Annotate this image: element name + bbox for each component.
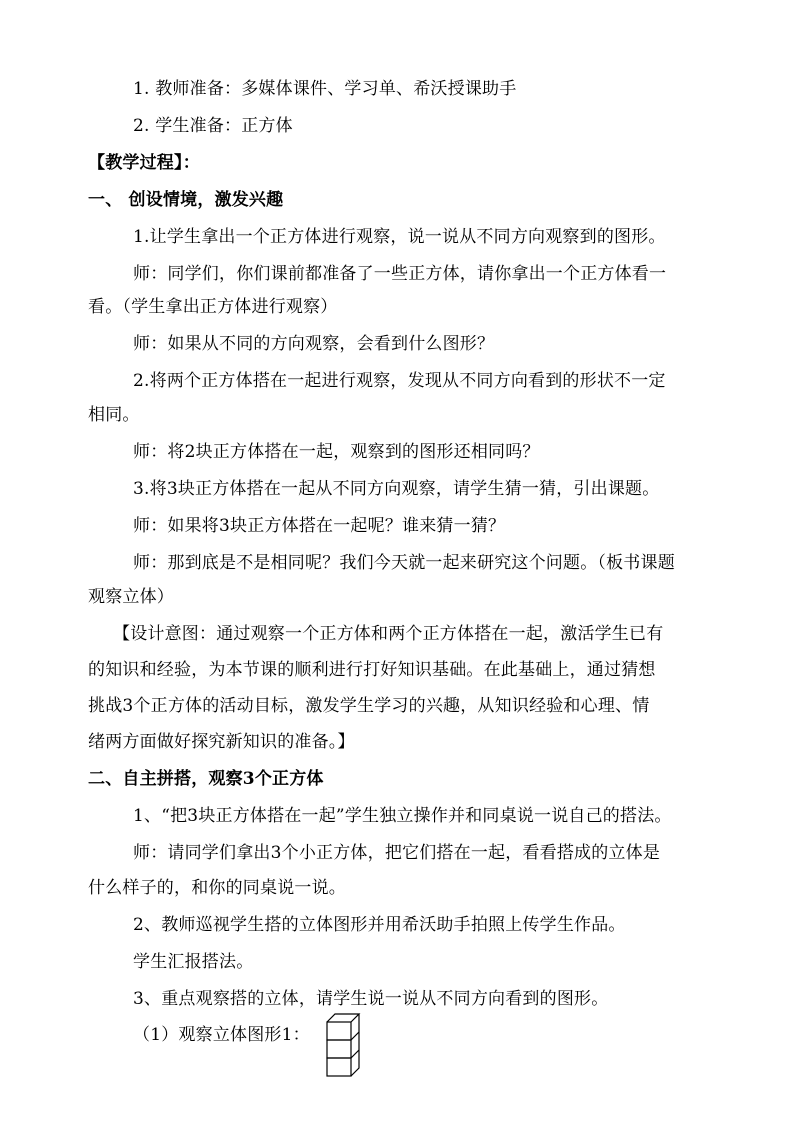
- figure-caption: （1）观察立体图形1：: [133, 1025, 310, 1045]
- paragraph-line: 2、教师巡视学生搭的立体图形并用希沃助手拍照上传学生作品。: [133, 915, 626, 935]
- paragraph-line: 师：请同学们拿出3个小正方体，把它们搭在一起，看看搭成的立体是: [133, 843, 661, 863]
- stacked-cubes-figure: [322, 1010, 362, 1080]
- section-1-heading: 一、 创设情境，激发兴趣: [88, 190, 284, 210]
- student-prep-line: 2. 学生准备：正方体: [133, 116, 293, 136]
- paragraph-line: 师：将2块正方体搭在一起，观察到的图形还相同吗？: [133, 442, 540, 462]
- paragraph-line: 2.将两个正方体搭在一起进行观察，发现从不同方向看到的形状不一定: [133, 371, 666, 391]
- design-intent-line: 绪两方面做好探究新知识的准备。】: [88, 732, 355, 752]
- section-2-heading: 二、自主拼搭，观察3个正方体: [88, 769, 324, 789]
- teaching-process-heading: 【教学过程】：: [88, 153, 200, 173]
- paragraph-line: 1、“把3块正方体搭在一起”学生独立操作并和同桌说一说自己的搭法。: [133, 806, 672, 826]
- paragraph-line: 什么样子的，和你的同桌说一说。: [88, 878, 346, 898]
- paragraph-line: 观察立体）: [88, 587, 174, 607]
- design-intent-line: 【设计意图：通过观察一个正方体和两个正方体搭在一起，激活学生已有: [113, 624, 664, 644]
- cube-front-middle: [327, 1040, 351, 1058]
- paragraph-line: 师：如果将3块正方体搭在一起呢？谁来猜一猜？: [133, 516, 506, 536]
- paragraph-line: 1.让学生拿出一个正方体进行观察，说一说从不同方向观察到的图形。: [133, 227, 666, 247]
- paragraph-line: 学生汇报搭法。: [133, 952, 254, 972]
- paragraph-line: 看。（学生拿出正方体进行观察）: [88, 297, 338, 317]
- paragraph-line: 3.将3块正方体搭在一起从不同方向观察，请学生猜一猜，引出课题。: [133, 479, 660, 499]
- paragraph-line: 3、重点观察搭的立体，请学生说一说从不同方向看到的图形。: [133, 989, 609, 1009]
- cube-front-top: [327, 1022, 351, 1040]
- design-intent-line: 的知识和经验，为本节课的顺利进行打好知识基础。在此基础上，通过猜想: [88, 660, 656, 680]
- paragraph-line: 师：如果从不同的方向观察，会看到什么图形？: [133, 334, 495, 354]
- cube-front-bottom: [327, 1058, 351, 1076]
- paragraph-line: 师：那到底是不是相同呢？我们今天就一起来研究这个问题。（板书课题: [133, 553, 675, 573]
- paragraph-line: 相同。: [88, 405, 140, 425]
- design-intent-line: 挑战3个正方体的活动目标，激发学生学习的兴趣，从知识经验和心理、情: [88, 696, 650, 716]
- paragraph-line: 师：同学们，你们课前都准备了一些正方体，请你拿出一个正方体看一: [133, 264, 667, 284]
- teacher-prep-line: 1. 教师准备：多媒体课件、学习单、希沃授课助手: [133, 79, 517, 99]
